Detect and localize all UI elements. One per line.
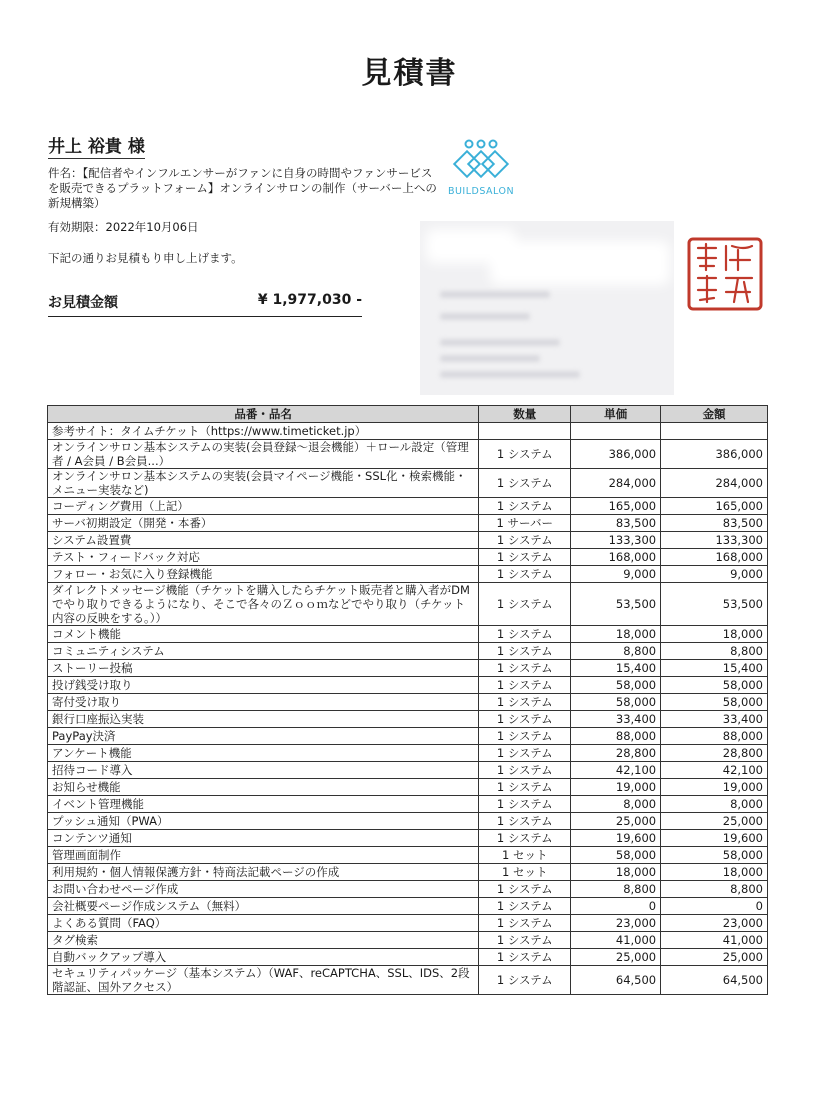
unit-price-cell: 25,000 (571, 949, 661, 966)
estimate-items-table (47, 405, 768, 995)
table-row (48, 532, 768, 549)
unit-price-cell: 42,100 (571, 762, 661, 779)
client-name: 井上 裕貴 様 (48, 132, 145, 159)
quantity-cell: 1 システム (479, 549, 571, 566)
table-row (48, 881, 768, 898)
quantity-cell: 1 システム (479, 796, 571, 813)
unit-price-cell: 386,000 (571, 440, 661, 469)
amount-cell: 18,000 (661, 864, 768, 881)
unit-price-cell: 58,000 (571, 694, 661, 711)
table-row (48, 864, 768, 881)
amount-cell: 25,000 (661, 813, 768, 830)
col-header-quantity: 数量 (479, 406, 571, 423)
quantity-cell: 1 システム (479, 813, 571, 830)
unit-price-cell: 88,000 (571, 728, 661, 745)
estimate-total (48, 292, 362, 317)
item-name-cell: 投げ銭受け取り (48, 677, 479, 694)
amount-cell: 19,600 (661, 830, 768, 847)
buildsalon-logo-icon (446, 138, 516, 188)
unit-price-cell: 19,000 (571, 779, 661, 796)
validity-date: 有効期限：2022年10月06日 (48, 220, 199, 234)
table-row (48, 711, 768, 728)
amount-cell: 58,000 (661, 694, 768, 711)
quantity-cell: 1 システム (479, 932, 571, 949)
item-name-cell: 銀行口座振込実装 (48, 711, 479, 728)
amount-cell: 165,000 (661, 498, 768, 515)
quantity-cell: 1 システム (479, 643, 571, 660)
table-row (48, 847, 768, 864)
quantity-cell: 1 システム (479, 677, 571, 694)
item-name-cell: イベント管理機能 (48, 796, 479, 813)
unit-price-cell: 28,800 (571, 745, 661, 762)
amount-cell: 58,000 (661, 677, 768, 694)
unit-price-cell: 18,000 (571, 864, 661, 881)
table-row (48, 694, 768, 711)
unit-price-cell: 284,000 (571, 469, 661, 498)
document-title: 見積書 (361, 56, 458, 91)
item-name-cell: コメント機能 (48, 626, 479, 643)
table-row (48, 469, 768, 498)
amount-cell (661, 423, 768, 440)
table-row (48, 498, 768, 515)
item-name-cell: 招待コード導入 (48, 762, 479, 779)
estimate-total-label: お見積金額 (48, 295, 118, 311)
amount-cell: 25,000 (661, 949, 768, 966)
table-row (48, 677, 768, 694)
table-header-row (48, 406, 768, 423)
item-name-cell: PayPay決済 (48, 728, 479, 745)
item-name-cell: システム設置費 (48, 532, 479, 549)
item-name-cell: 利用規約・個人情報保護方針・特商法記載ページの作成 (48, 864, 479, 881)
item-name-cell: コミュニティシステム (48, 643, 479, 660)
table-row (48, 423, 768, 440)
amount-cell: 284,000 (661, 469, 768, 498)
amount-cell: 83,500 (661, 515, 768, 532)
amount-cell: 9,000 (661, 566, 768, 583)
unit-price-cell: 53,500 (571, 583, 661, 626)
table-row (48, 660, 768, 677)
table-row (48, 440, 768, 469)
unit-price-cell: 165,000 (571, 498, 661, 515)
amount-cell: 15,400 (661, 660, 768, 677)
unit-price-cell: 58,000 (571, 847, 661, 864)
unit-price-cell (571, 423, 661, 440)
table-row (48, 549, 768, 566)
quantity-cell: 1 システム (479, 694, 571, 711)
table-row (48, 932, 768, 949)
item-name-cell: お問い合わせページ作成 (48, 881, 479, 898)
item-name-cell: プッシュ通知（PWA） (48, 813, 479, 830)
subject-text: 件名：【配信者やインフルエンサーがファンに自身の時間やファンサービスを販売できるプラットフォーム】オンラインサロンの制作（サーバー上への新規構築） (48, 166, 437, 210)
unit-price-cell: 33,400 (571, 711, 661, 728)
amount-cell: 168,000 (661, 549, 768, 566)
item-name-cell: 会社概要ページ作成システム（無料） (48, 898, 479, 915)
unit-price-cell: 8,800 (571, 643, 661, 660)
amount-cell: 88,000 (661, 728, 768, 745)
quantity-cell: 1 システム (479, 728, 571, 745)
item-name-cell: セキュリティパッケージ（基本システム）（WAF、reCAPTCHA、SSL、IDS、2段階認証、国外アクセス） (48, 966, 479, 995)
unit-price-cell: 18,000 (571, 626, 661, 643)
unit-price-cell: 133,300 (571, 532, 661, 549)
unit-price-cell: 23,000 (571, 915, 661, 932)
item-name-cell: フォロー・お気に入り登録機能 (48, 566, 479, 583)
table-row (48, 966, 768, 995)
quantity-cell: 1 システム (479, 711, 571, 728)
company-seal-stamp (686, 236, 764, 312)
item-name-cell: コンテンツ通知 (48, 830, 479, 847)
item-name-cell: 自動バックアップ導入 (48, 949, 479, 966)
quantity-cell: 1 システム (479, 915, 571, 932)
quantity-cell: 1 システム (479, 660, 571, 677)
table-row (48, 643, 768, 660)
quantity-cell: 1 サーバー (479, 515, 571, 532)
amount-cell: 41,000 (661, 932, 768, 949)
col-header-item: 品番・品名 (48, 406, 479, 423)
company-info-blurred (420, 221, 674, 395)
item-name-cell: よくある質問（FAQ） (48, 915, 479, 932)
quantity-cell: 1 システム (479, 532, 571, 549)
table-row (48, 728, 768, 745)
amount-cell: 18,000 (661, 626, 768, 643)
unit-price-cell: 64,500 (571, 966, 661, 995)
amount-cell: 133,300 (661, 532, 768, 549)
item-name-cell: 参考サイト：タイムチケット（https://www.timeticket.jp） (48, 423, 479, 440)
quantity-cell: 1 システム (479, 966, 571, 995)
greeting-text: 下記の通りお見積もり申し上げます。 (48, 251, 243, 265)
table-row (48, 745, 768, 762)
unit-price-cell: 58,000 (571, 677, 661, 694)
col-header-amount: 金額 (661, 406, 768, 423)
amount-cell: 33,400 (661, 711, 768, 728)
quantity-cell (479, 423, 571, 440)
unit-price-cell: 8,000 (571, 796, 661, 813)
quantity-cell: 1 システム (479, 830, 571, 847)
unit-price-cell: 41,000 (571, 932, 661, 949)
unit-price-cell: 15,400 (571, 660, 661, 677)
amount-cell: 8,800 (661, 881, 768, 898)
amount-cell: 386,000 (661, 440, 768, 469)
quantity-cell: 1 システム (479, 949, 571, 966)
item-name-cell: 管理画面制作 (48, 847, 479, 864)
table-row (48, 813, 768, 830)
item-name-cell: オンラインサロン基本システムの実装(会員マイページ機能・SSL化・検索機能・メニュー実装など) (48, 469, 479, 498)
amount-cell: 28,800 (661, 745, 768, 762)
table-row (48, 915, 768, 932)
item-name-cell: サーバ初期設定（開発・本番） (48, 515, 479, 532)
amount-cell: 64,500 (661, 966, 768, 995)
quantity-cell: 1 システム (479, 745, 571, 762)
quantity-cell: 1 システム (479, 762, 571, 779)
amount-cell: 53,500 (661, 583, 768, 626)
quantity-cell: 1 システム (479, 898, 571, 915)
table-row (48, 762, 768, 779)
table-row (48, 566, 768, 583)
unit-price-cell: 0 (571, 898, 661, 915)
item-name-cell: アンケート機能 (48, 745, 479, 762)
unit-price-cell: 19,600 (571, 830, 661, 847)
amount-cell: 0 (661, 898, 768, 915)
unit-price-cell: 168,000 (571, 549, 661, 566)
amount-cell: 58,000 (661, 847, 768, 864)
item-name-cell: 寄付受け取り (48, 694, 479, 711)
quantity-cell: 1 システム (479, 498, 571, 515)
quantity-cell: 1 セット (479, 847, 571, 864)
quantity-cell: 1 システム (479, 440, 571, 469)
item-name-cell: タグ検索 (48, 932, 479, 949)
amount-cell: 19,000 (661, 779, 768, 796)
amount-cell: 23,000 (661, 915, 768, 932)
table-row (48, 949, 768, 966)
table-row (48, 626, 768, 643)
quantity-cell: 1 システム (479, 881, 571, 898)
table-row (48, 583, 768, 626)
quantity-cell: 1 システム (479, 779, 571, 796)
quantity-cell: 1 システム (479, 626, 571, 643)
item-name-cell: ダイレクトメッセージ機能（チケットを購入したらチケット販売者と購入者がDMでやり取りできるようになり、そこで各々のＺｏｏｍなどでやり取り（チケット内容の反映をする。）） (48, 583, 479, 626)
item-name-cell: コーディング費用（上記） (48, 498, 479, 515)
col-header-unit-price: 単価 (571, 406, 661, 423)
company-logo (440, 138, 522, 197)
amount-cell: 8,000 (661, 796, 768, 813)
amount-cell: 42,100 (661, 762, 768, 779)
item-name-cell: お知らせ機能 (48, 779, 479, 796)
quantity-cell: 1 システム (479, 566, 571, 583)
unit-price-cell: 8,800 (571, 881, 661, 898)
estimate-total-value: ¥ 1,977,030 - (257, 292, 362, 308)
item-name-cell: オンラインサロン基本システムの実装(会員登録〜退会機能）＋ロール設定（管理者 / A会員 / B会員...） (48, 440, 479, 469)
logo-text: BUILDSALON (447, 186, 515, 197)
item-name-cell: テスト・フィードバック対応 (48, 549, 479, 566)
unit-price-cell: 25,000 (571, 813, 661, 830)
table-row (48, 830, 768, 847)
table-row (48, 779, 768, 796)
table-row (48, 796, 768, 813)
quantity-cell: 1 セット (479, 864, 571, 881)
unit-price-cell: 9,000 (571, 566, 661, 583)
table-row (48, 898, 768, 915)
unit-price-cell: 83,500 (571, 515, 661, 532)
item-name-cell: ストーリー投稿 (48, 660, 479, 677)
amount-cell: 8,800 (661, 643, 768, 660)
table-row (48, 515, 768, 532)
quantity-cell: 1 システム (479, 469, 571, 498)
quantity-cell: 1 システム (479, 583, 571, 626)
